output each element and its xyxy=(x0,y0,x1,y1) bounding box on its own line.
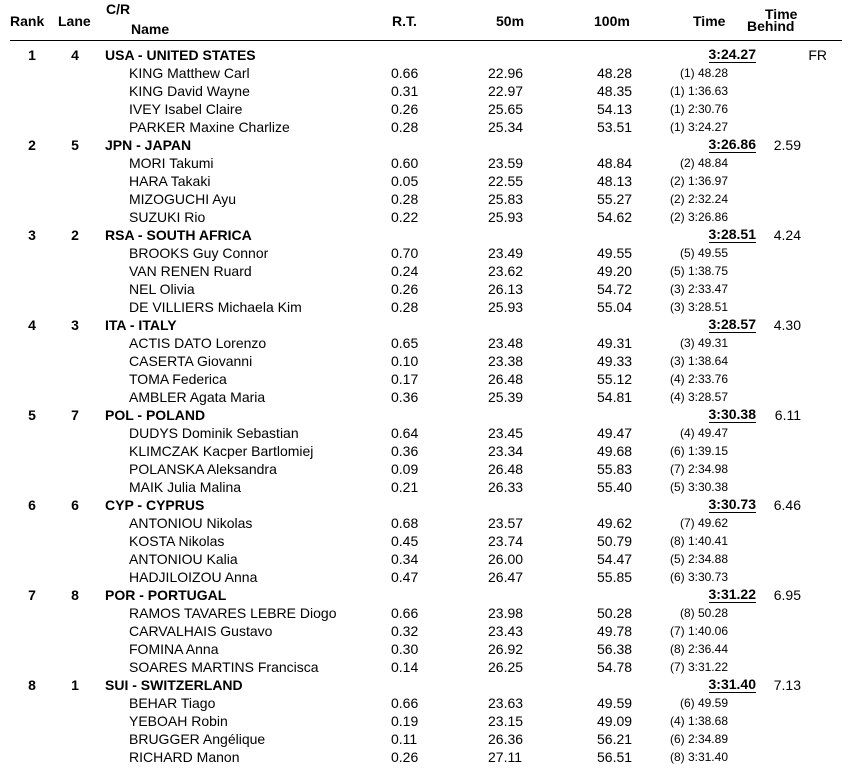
split-50m: 23.63 xyxy=(488,695,524,711)
split-50m: 23.98 xyxy=(488,605,524,621)
swimmer-row xyxy=(0,190,857,208)
split-50m: 26.33 xyxy=(488,479,524,495)
split-100m: 55.40 xyxy=(597,479,633,495)
reaction-time: 0.17 xyxy=(391,371,419,387)
team-name: JPN - JAPAN xyxy=(105,137,192,153)
swimmer-row xyxy=(0,154,857,172)
split-50m: 22.97 xyxy=(488,83,524,99)
reaction-time: 0.66 xyxy=(391,695,419,711)
swimmer-row xyxy=(0,532,857,550)
swimmer-name: RICHARD Manon xyxy=(129,749,240,765)
split-50m: 26.00 xyxy=(488,551,524,567)
swimmer-name: AMBLER Agata Maria xyxy=(129,389,266,405)
split-100m: 48.13 xyxy=(597,173,633,189)
cumulative-split: (8) 1:40.41 xyxy=(669,534,728,548)
team-time: 3:31.40 xyxy=(708,676,756,692)
team-row xyxy=(0,676,857,694)
time-behind: 4.30 xyxy=(773,317,801,333)
split-50m: 26.48 xyxy=(488,461,524,477)
team-time: 3:31.22 xyxy=(708,586,756,602)
swimmer-name: NEL Olivia xyxy=(129,281,195,297)
cumulative-split: (7) 49.62 xyxy=(679,516,728,530)
header-100m: 100m xyxy=(594,13,630,29)
swimmer-row xyxy=(0,514,857,532)
split-50m: 25.65 xyxy=(488,101,524,117)
split-50m: 26.92 xyxy=(488,641,524,657)
team-name: SUI - SWITZERLAND xyxy=(105,677,243,693)
swimmer-row xyxy=(0,352,857,370)
swimmer-name: HARA Takaki xyxy=(129,173,211,189)
split-100m: 50.79 xyxy=(597,533,633,549)
swimmer-name: BEHAR Tiago xyxy=(129,695,216,711)
split-50m: 25.39 xyxy=(488,389,524,405)
cumulative-split: (6) 1:39.15 xyxy=(669,444,728,458)
column-header xyxy=(0,0,857,42)
split-100m: 49.09 xyxy=(597,713,633,729)
split-50m: 26.25 xyxy=(488,659,524,675)
swimmer-row xyxy=(0,298,857,316)
header-rule xyxy=(10,40,842,41)
swimmer-name: TOMA Federica xyxy=(129,371,227,387)
swimmer-name: MORI Takumi xyxy=(129,155,214,171)
header-lane: Lane xyxy=(58,13,91,29)
cumulative-split: (1) 48.28 xyxy=(679,66,728,80)
split-50m: 23.38 xyxy=(488,353,524,369)
team-lane: 5 xyxy=(71,137,79,153)
reaction-time: 0.65 xyxy=(391,335,419,351)
results-table xyxy=(0,46,857,766)
split-100m: 48.35 xyxy=(597,83,633,99)
cumulative-split: (8) 2:36.44 xyxy=(669,642,728,656)
cumulative-split: (7) 3:31.22 xyxy=(669,660,728,674)
split-50m: 23.15 xyxy=(488,713,524,729)
split-100m: 49.68 xyxy=(597,443,633,459)
swimmer-row xyxy=(0,550,857,568)
reaction-time: 0.34 xyxy=(391,551,419,567)
team-name: ITA - ITALY xyxy=(105,317,177,333)
team-row xyxy=(0,136,857,154)
split-50m: 25.93 xyxy=(488,299,524,315)
team-lane: 7 xyxy=(71,407,79,423)
team-rank: 3 xyxy=(28,227,36,243)
swimmer-row xyxy=(0,640,857,658)
team-rank: 2 xyxy=(28,137,36,153)
split-100m: 54.72 xyxy=(597,281,633,297)
team-lane: 2 xyxy=(71,227,79,243)
split-100m: 55.27 xyxy=(597,191,633,207)
team-time: 3:26.86 xyxy=(708,136,756,152)
reaction-time: 0.28 xyxy=(391,191,419,207)
reaction-time: 0.31 xyxy=(391,83,419,99)
swimmer-row xyxy=(0,172,857,190)
reaction-time: 0.05 xyxy=(391,173,419,189)
split-100m: 56.51 xyxy=(597,749,633,765)
swimmer-name: IVEY Isabel Claire xyxy=(129,101,243,117)
reaction-time: 0.64 xyxy=(391,425,419,441)
swimmer-row xyxy=(0,118,857,136)
cumulative-split: (5) 1:38.75 xyxy=(669,264,728,278)
swimmer-name: YEBOAH Robin xyxy=(129,713,228,729)
team-rank: 7 xyxy=(28,587,36,603)
split-100m: 49.47 xyxy=(597,425,633,441)
split-50m: 23.57 xyxy=(488,515,524,531)
swimmer-name: CASERTA Giovanni xyxy=(129,353,253,369)
split-50m: 23.49 xyxy=(488,245,524,261)
cumulative-split: (1) 3:24.27 xyxy=(669,120,728,134)
split-100m: 49.33 xyxy=(597,353,633,369)
swimmer-row xyxy=(0,712,857,730)
swimmer-row xyxy=(0,604,857,622)
split-100m: 56.21 xyxy=(597,731,633,747)
cumulative-split: (8) 3:31.40 xyxy=(669,750,728,764)
swimmer-row xyxy=(0,208,857,226)
cumulative-split: (3) 49.31 xyxy=(679,336,728,350)
split-100m: 56.38 xyxy=(597,641,633,657)
reaction-time: 0.14 xyxy=(391,659,419,675)
swimmer-name: FOMINA Anna xyxy=(129,641,219,657)
swimmer-name: BROOKS Guy Connor xyxy=(129,245,269,261)
cumulative-split: (5) 3:30.38 xyxy=(669,480,728,494)
team-row xyxy=(0,226,857,244)
header-rank: Rank xyxy=(10,13,45,29)
time-behind: 2.59 xyxy=(773,137,801,153)
time-behind: 6.11 xyxy=(774,407,801,423)
split-50m: 23.48 xyxy=(488,335,524,351)
swimmer-name: CARVALHAIS Gustavo xyxy=(129,623,273,639)
team-time: 3:30.38 xyxy=(708,406,756,422)
time-behind: 6.46 xyxy=(773,497,801,513)
header-time: Time xyxy=(693,13,726,29)
swimmer-name: ANTONIOU Kalia xyxy=(129,551,238,567)
swimmer-row xyxy=(0,730,857,748)
reaction-time: 0.26 xyxy=(391,101,419,117)
split-100m: 53.51 xyxy=(597,119,633,135)
header-cr: C/R xyxy=(106,1,131,17)
swimmer-name: KING David Wayne xyxy=(129,83,250,99)
split-50m: 23.43 xyxy=(488,623,524,639)
time-behind: 7.13 xyxy=(773,677,801,693)
split-100m: 49.59 xyxy=(597,695,633,711)
reaction-time: 0.70 xyxy=(391,245,419,261)
swimmer-name: KING Matthew Carl xyxy=(129,65,250,81)
cumulative-split: (3) 1:38.64 xyxy=(669,354,728,368)
team-lane: 3 xyxy=(71,317,79,333)
reaction-time: 0.22 xyxy=(391,209,419,225)
cumulative-split: (5) 49.55 xyxy=(679,246,728,260)
swimmer-row xyxy=(0,748,857,766)
swimmer-row xyxy=(0,442,857,460)
split-100m: 54.62 xyxy=(597,209,633,225)
cumulative-split: (1) 1:36.63 xyxy=(669,84,728,98)
team-name: RSA - SOUTH AFRICA xyxy=(105,227,252,243)
swimmer-row xyxy=(0,694,857,712)
reaction-time: 0.09 xyxy=(391,461,419,477)
split-50m: 23.45 xyxy=(488,425,524,441)
reaction-time: 0.19 xyxy=(391,713,419,729)
split-100m: 50.28 xyxy=(597,605,633,621)
reaction-time: 0.36 xyxy=(391,389,419,405)
cumulative-split: (6) 3:30.73 xyxy=(669,570,728,584)
split-50m: 23.59 xyxy=(488,155,524,171)
swimmer-name: POLANSKA Aleksandra xyxy=(129,461,277,477)
split-100m: 49.31 xyxy=(597,335,633,351)
split-50m: 25.34 xyxy=(488,119,524,135)
swimmer-row xyxy=(0,334,857,352)
cumulative-split: (2) 3:26.86 xyxy=(669,210,728,224)
swimmer-name: ACTIS DATO Lorenzo xyxy=(129,335,267,351)
split-100m: 48.28 xyxy=(597,65,633,81)
team-row xyxy=(0,496,857,514)
cumulative-split: (7) 1:40.06 xyxy=(669,624,728,638)
header-behind-line2: Behind xyxy=(747,18,795,34)
reaction-time: 0.28 xyxy=(391,299,419,315)
split-100m: 55.12 xyxy=(597,371,633,387)
cumulative-split: (2) 2:32.24 xyxy=(669,192,728,206)
split-50m: 27.11 xyxy=(488,749,522,765)
reaction-time: 0.66 xyxy=(391,605,419,621)
cumulative-split: (3) 3:28.51 xyxy=(669,300,728,314)
team-lane: 4 xyxy=(71,47,79,63)
swimmer-row xyxy=(0,658,857,676)
swimmer-name: DE VILLIERS Michaela Kim xyxy=(129,299,302,315)
cumulative-split: (4) 3:28.57 xyxy=(669,390,728,404)
swimmer-name: VAN RENEN Ruard xyxy=(129,263,252,279)
swimmer-row xyxy=(0,622,857,640)
split-100m: 48.84 xyxy=(597,155,633,171)
split-50m: 23.34 xyxy=(488,443,524,459)
swimmer-row xyxy=(0,460,857,478)
swimmer-row xyxy=(0,478,857,496)
team-time: 3:28.57 xyxy=(708,316,756,332)
reaction-time: 0.32 xyxy=(391,623,419,639)
header-name: Name xyxy=(131,21,170,37)
swimmer-name: DUDYS Dominik Sebastian xyxy=(129,425,299,441)
split-50m: 23.74 xyxy=(488,533,524,549)
split-50m: 25.83 xyxy=(488,191,524,207)
time-behind: 6.95 xyxy=(773,587,801,603)
header-behind-line1: Time xyxy=(765,6,798,22)
reaction-time: 0.66 xyxy=(391,65,419,81)
team-name: POR - PORTUGAL xyxy=(105,587,227,603)
split-50m: 22.96 xyxy=(488,65,524,81)
team-time: 3:30.73 xyxy=(708,496,756,512)
swimmer-row xyxy=(0,388,857,406)
reaction-time: 0.10 xyxy=(391,353,419,369)
swimmer-row xyxy=(0,64,857,82)
cumulative-split: (1) 2:30.76 xyxy=(669,102,728,116)
team-name: CYP - CYPRUS xyxy=(105,497,205,513)
swimmer-row xyxy=(0,262,857,280)
swimmer-row xyxy=(0,370,857,388)
cumulative-split: (2) 48.84 xyxy=(679,156,728,170)
swimmer-name: MAIK Julia Malina xyxy=(129,479,242,495)
split-100m: 55.04 xyxy=(597,299,633,315)
time-behind: 4.24 xyxy=(773,227,801,243)
cumulative-split: (2) 1:36.97 xyxy=(669,174,728,188)
team-lane: 8 xyxy=(71,587,79,603)
team-lane: 6 xyxy=(71,497,79,513)
cumulative-split: (4) 2:33.76 xyxy=(669,372,728,386)
cumulative-split: (6) 2:34.89 xyxy=(669,732,728,746)
cumulative-split: (6) 49.59 xyxy=(679,696,728,710)
reaction-time: 0.26 xyxy=(391,281,419,297)
swimmer-name: MIZOGUCHI Ayu xyxy=(129,191,237,207)
split-50m: 26.47 xyxy=(488,569,524,585)
split-100m: 49.55 xyxy=(597,245,633,261)
reaction-time: 0.11 xyxy=(391,731,418,747)
swimmer-row xyxy=(0,568,857,586)
team-rank: 4 xyxy=(28,317,36,333)
reaction-time: 0.21 xyxy=(391,479,419,495)
split-100m: 54.13 xyxy=(597,101,633,117)
cumulative-split: (8) 50.28 xyxy=(679,606,728,620)
team-rank: 1 xyxy=(28,47,36,63)
team-rank: 5 xyxy=(28,407,36,423)
split-50m: 23.62 xyxy=(488,263,524,279)
split-100m: 54.47 xyxy=(597,551,633,567)
swimmer-name: SOARES MARTINS Francisca xyxy=(129,659,319,675)
team-rank: 6 xyxy=(28,497,36,513)
team-name: USA - UNITED STATES xyxy=(105,47,256,63)
header-50m: 50m xyxy=(496,13,525,29)
team-row xyxy=(0,586,857,604)
team-rank: 8 xyxy=(28,677,36,693)
split-50m: 26.48 xyxy=(488,371,524,387)
team-row xyxy=(0,316,857,334)
split-50m: 25.93 xyxy=(488,209,524,225)
reaction-time: 0.60 xyxy=(391,155,419,171)
cumulative-split: (5) 2:34.88 xyxy=(669,552,728,566)
swimmer-name: PARKER Maxine Charlize xyxy=(129,119,290,135)
reaction-time: 0.24 xyxy=(391,263,419,279)
reaction-time: 0.26 xyxy=(391,749,419,765)
team-row xyxy=(0,406,857,424)
swimmer-name: RAMOS TAVARES LEBRE Diogo xyxy=(129,605,337,621)
split-100m: 49.62 xyxy=(597,515,633,531)
swimmer-name: HADJILOIZOU Anna xyxy=(129,569,258,585)
split-100m: 55.85 xyxy=(597,569,633,585)
swimmer-name: KOSTA Nikolas xyxy=(129,533,225,549)
split-50m: 26.13 xyxy=(488,281,524,297)
swimmer-row xyxy=(0,82,857,100)
cumulative-split: (4) 49.47 xyxy=(679,426,728,440)
reaction-time: 0.30 xyxy=(391,641,419,657)
split-50m: 22.55 xyxy=(488,173,524,189)
split-100m: 49.78 xyxy=(597,623,633,639)
swimmer-row xyxy=(0,244,857,262)
reaction-time: 0.68 xyxy=(391,515,419,531)
team-time: 3:28.51 xyxy=(708,226,756,242)
swimmer-row xyxy=(0,280,857,298)
swimmer-row xyxy=(0,100,857,118)
team-lane: 1 xyxy=(71,677,79,693)
reaction-time: 0.36 xyxy=(391,443,419,459)
swimmer-name: BRUGGER Angélique xyxy=(129,731,266,747)
team-time: 3:24.27 xyxy=(708,46,756,62)
cumulative-split: (4) 1:38.68 xyxy=(669,714,728,728)
split-50m: 26.36 xyxy=(488,731,524,747)
reaction-time: 0.47 xyxy=(391,569,419,585)
team-row xyxy=(0,46,857,64)
swimmer-name: SUZUKI Rio xyxy=(129,209,206,225)
cumulative-split: (3) 2:33.47 xyxy=(669,282,728,296)
cumulative-split: (7) 2:34.98 xyxy=(669,462,728,476)
swimmer-name: KLIMCZAK Kacper Bartlomiej xyxy=(129,443,314,459)
split-100m: 49.20 xyxy=(597,263,633,279)
swimmer-row xyxy=(0,424,857,442)
team-name: POL - POLAND xyxy=(105,407,206,423)
header-rt: R.T. xyxy=(392,13,417,29)
reaction-time: 0.28 xyxy=(391,119,419,135)
split-100m: 54.78 xyxy=(597,659,633,675)
split-100m: 54.81 xyxy=(597,389,633,405)
reaction-time: 0.45 xyxy=(391,533,419,549)
record-badge: FR xyxy=(808,47,827,63)
split-100m: 55.83 xyxy=(597,461,633,477)
swimmer-name: ANTONIOU Nikolas xyxy=(129,515,253,531)
